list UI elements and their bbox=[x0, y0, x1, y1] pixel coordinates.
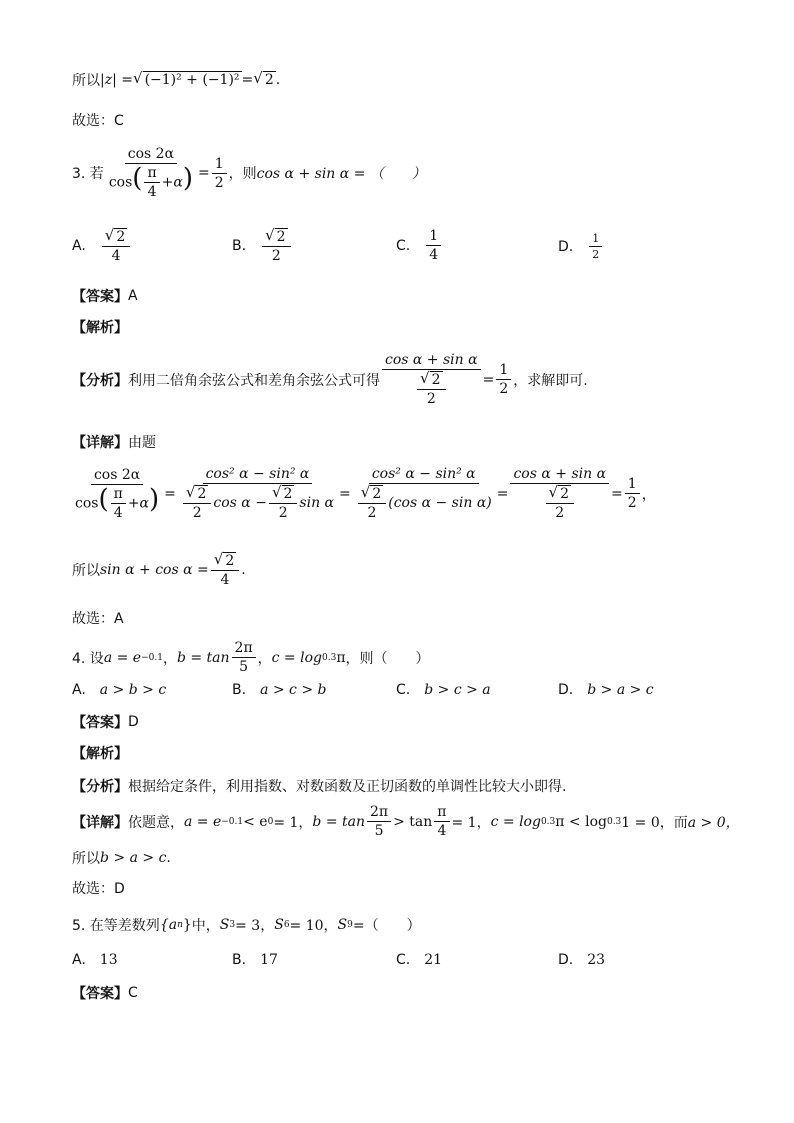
denom: 4 bbox=[220, 572, 230, 589]
detail-text: 由题 bbox=[128, 435, 156, 451]
one: 1 bbox=[212, 156, 227, 174]
question-number: 3. 若 bbox=[72, 166, 104, 182]
s9: S bbox=[337, 917, 348, 933]
detail-tag: 【详解】 bbox=[72, 435, 128, 451]
num: 1 bbox=[589, 232, 602, 247]
option-label: B. bbox=[232, 682, 247, 698]
option-label: D. bbox=[558, 682, 574, 698]
gt-tan: > tan bbox=[393, 813, 433, 830]
question-number: 4. 设 bbox=[72, 650, 104, 667]
num: cos α + sin α bbox=[510, 466, 609, 484]
pi: π bbox=[111, 486, 126, 504]
option-b bbox=[232, 682, 326, 698]
eq-one: = 1， bbox=[273, 814, 313, 831]
so-4 bbox=[72, 848, 171, 868]
seq-end: } bbox=[182, 917, 192, 933]
period: . bbox=[241, 562, 246, 579]
option-value: 21 bbox=[424, 952, 443, 968]
root: 2 bbox=[276, 229, 286, 245]
period: . bbox=[275, 72, 281, 88]
exp0: 0 bbox=[267, 816, 274, 827]
option-label: B. bbox=[232, 238, 247, 255]
math-expr: |z| = bbox=[100, 72, 133, 88]
denom: 4 bbox=[429, 247, 439, 263]
two: 2 bbox=[192, 505, 202, 522]
so-fraction: √ 2 4 bbox=[211, 552, 239, 588]
option-b bbox=[232, 952, 278, 968]
option-d bbox=[558, 682, 654, 698]
denom: 5 bbox=[374, 823, 384, 839]
root: 2 bbox=[225, 553, 235, 569]
option-label: C. bbox=[396, 952, 411, 968]
s9-val: =（ ） bbox=[352, 918, 421, 934]
detail-text: 依题意， bbox=[128, 814, 184, 831]
seq-sub: n bbox=[177, 920, 183, 930]
option-value bbox=[426, 228, 441, 263]
so-3 bbox=[72, 552, 246, 588]
sep: ， bbox=[257, 650, 272, 667]
seq: {a bbox=[159, 917, 178, 933]
option-label: C. bbox=[396, 682, 411, 698]
sep: ， bbox=[162, 650, 177, 667]
analysis-4 bbox=[72, 776, 566, 796]
answer-3 bbox=[72, 286, 138, 306]
answer-value: D bbox=[128, 714, 139, 730]
two: 2 bbox=[214, 174, 224, 191]
question-5 bbox=[72, 915, 421, 935]
choose-d: 故选：D bbox=[72, 881, 125, 897]
a-def: a = e bbox=[103, 649, 142, 666]
frac-pi4 bbox=[434, 804, 449, 839]
one: 1 bbox=[496, 362, 511, 380]
denom: 5 bbox=[239, 659, 249, 675]
eq-one-b: = 1， bbox=[451, 814, 491, 831]
frac-2pi5 bbox=[367, 804, 391, 839]
fraction-half bbox=[212, 156, 227, 191]
s6-val: = 10， bbox=[289, 918, 338, 934]
option-d bbox=[558, 232, 604, 261]
root: 2 bbox=[560, 486, 569, 502]
b-frac bbox=[232, 640, 256, 675]
half bbox=[496, 362, 511, 397]
answer-tag: 【答案】 bbox=[72, 715, 128, 731]
option-c bbox=[396, 228, 443, 263]
sub: 0.3 bbox=[540, 816, 556, 827]
option-value: a > b > c bbox=[99, 682, 167, 698]
tail-expr: cos α + sin α = （ ） bbox=[256, 166, 426, 182]
denom: 4 bbox=[437, 823, 447, 839]
option-label: A. bbox=[72, 682, 86, 698]
denom: 2 bbox=[592, 248, 600, 261]
two: 2 bbox=[555, 505, 565, 522]
root: 2 bbox=[372, 486, 382, 502]
sqrt-two: √ 2 bbox=[253, 69, 274, 89]
analysis-3: 【分析】 利用二倍角余弦公式和差角余弦公式可得 cos α + sin α √ 2 2 = $\frac{1}{2}$ ，求解即可. bbox=[72, 352, 588, 408]
option-label: C. bbox=[396, 237, 411, 254]
num: 1 bbox=[426, 228, 441, 246]
s3: S bbox=[219, 917, 230, 933]
answer-tag: 【答案】 bbox=[72, 986, 128, 1002]
answer-4 bbox=[72, 712, 139, 732]
so-prefix: 所以 bbox=[72, 851, 100, 867]
term-1: cos 2α cos( $\frac{\pi}{4}$ +α) bbox=[75, 466, 160, 521]
option-a bbox=[72, 228, 132, 264]
plus-alpha: +α bbox=[127, 495, 150, 512]
option-value: √ 2 2 bbox=[262, 228, 290, 264]
choose-a: 故选：A bbox=[72, 611, 124, 627]
root: 2 bbox=[431, 372, 441, 388]
root: 2 bbox=[116, 229, 126, 245]
two: 2 bbox=[278, 505, 288, 522]
er: 而 bbox=[673, 814, 688, 831]
option-label: D. bbox=[558, 238, 574, 255]
num: cos α + sin α bbox=[382, 352, 481, 370]
plus-alpha: +α bbox=[161, 174, 183, 191]
analysis-tail: ，求解即可. bbox=[513, 372, 588, 389]
cos: cos bbox=[75, 495, 99, 512]
analysis-tag: 【分析】 bbox=[72, 372, 128, 389]
detail-tag: 【详解】 bbox=[72, 814, 128, 831]
term-4: cos α + sin α √ 2 2 bbox=[510, 466, 609, 521]
so-expr: b > a > c bbox=[100, 850, 167, 866]
denom: 2 bbox=[271, 248, 281, 265]
sub: 3 bbox=[229, 920, 236, 930]
sqrt-expr: √ (−1)² + (−1)² bbox=[133, 69, 240, 89]
sub: 0.3 bbox=[606, 816, 622, 827]
one: 1 bbox=[625, 476, 640, 494]
b-eq: b = tan bbox=[312, 813, 366, 830]
frac-numerator: cos 2α bbox=[125, 146, 177, 164]
num: π bbox=[434, 804, 449, 822]
detail-3 bbox=[72, 432, 156, 452]
option-value bbox=[589, 232, 602, 261]
option-value: a > c > b bbox=[260, 682, 327, 698]
text-prefix: 所以 bbox=[72, 73, 100, 89]
root: 2 bbox=[283, 486, 293, 502]
pi: π bbox=[144, 165, 159, 183]
so-expr: sin α + cos α = bbox=[100, 562, 209, 579]
sin: sin α bbox=[299, 495, 335, 512]
option-a bbox=[72, 952, 118, 968]
analysis-text: 根据给定条件，利用指数、对数函数及正切函数的单调性比较大小即得. bbox=[128, 779, 567, 795]
fraction-main bbox=[106, 146, 196, 200]
two: 2 bbox=[367, 505, 377, 522]
a-pos: a > 0， bbox=[687, 814, 740, 831]
c-tail: π bbox=[336, 649, 346, 666]
eq-zero: 1 = 0， bbox=[621, 814, 674, 831]
paren: (cos α − sin α) bbox=[388, 495, 492, 512]
question-number: 5. 在等差数列 bbox=[72, 918, 160, 934]
equation-chain: cos 2α cos( $\frac{\pi}{4}$ +α) = cos² α − sin² α √ 2 2 cos α − √ 2 2 sin α = cos² α − sin² α √ 2 2 (cos α − sin α) = cos α + sin α √ 2 2 = $\frac{1}{2}$ ， bbox=[70, 466, 656, 521]
num: 2π bbox=[232, 640, 256, 658]
option-value: √ 2 4 bbox=[102, 228, 130, 264]
s6: S bbox=[274, 917, 284, 933]
equals: = bbox=[241, 72, 254, 88]
pi-over-4 bbox=[144, 165, 159, 200]
s3-val: = 3， bbox=[235, 918, 275, 934]
jiexi-4: 【解析】 bbox=[72, 746, 128, 762]
lt-e: < e bbox=[243, 813, 268, 830]
option-d bbox=[558, 952, 605, 968]
question-4 bbox=[72, 640, 430, 675]
two: 2 bbox=[627, 495, 637, 512]
option-value: 23 bbox=[587, 952, 606, 968]
analysis-tag: 【分析】 bbox=[72, 779, 128, 795]
option-label: A. bbox=[72, 238, 86, 255]
option-b bbox=[232, 228, 293, 264]
sub: 6 bbox=[283, 920, 290, 930]
detail-4 bbox=[72, 804, 740, 839]
two: 2 bbox=[499, 381, 509, 398]
num: cos² α − sin² α bbox=[369, 466, 479, 484]
root: 2 bbox=[197, 486, 207, 502]
line-modulus bbox=[72, 70, 280, 90]
question-3: 3. 若 cos 2α cos( $\frac{\pi}{4}$ +α) = $\frac{1}{2}$ ，则 cos α + sin α = （ ） bbox=[72, 146, 426, 200]
comma: ， bbox=[641, 486, 656, 503]
num: cos 2α bbox=[91, 467, 143, 485]
c-eq: c = log bbox=[490, 813, 541, 830]
num: cos² α − sin² α bbox=[203, 466, 313, 484]
b-def: b = tan bbox=[176, 649, 230, 666]
period: . bbox=[166, 850, 171, 866]
denom: 2 bbox=[426, 391, 436, 408]
tail: ，则（ ） bbox=[345, 650, 430, 667]
cos-text: cos bbox=[108, 174, 133, 191]
exp: −0.1 bbox=[221, 816, 244, 827]
tail-text: ，则 bbox=[228, 166, 257, 182]
option-value: 13 bbox=[99, 952, 118, 968]
c-def: c = log bbox=[271, 649, 322, 666]
denom: 4 bbox=[111, 248, 121, 265]
option-c bbox=[396, 682, 491, 698]
answer-tag: 【答案】 bbox=[72, 289, 128, 305]
frac-denominator: cos( $\frac{\pi}{4}$ +α) bbox=[108, 163, 193, 200]
sub: 9 bbox=[347, 920, 353, 930]
option-label: A. bbox=[72, 952, 86, 968]
option-label: B. bbox=[232, 952, 247, 968]
option-value: b > a > c bbox=[587, 682, 654, 698]
option-label: D. bbox=[558, 952, 574, 968]
c-sub: 0.3 bbox=[321, 652, 337, 663]
option-value: b > c > a bbox=[424, 682, 491, 698]
term-5 bbox=[625, 476, 640, 511]
analysis-fraction: cos α + sin α √ 2 2 bbox=[382, 352, 481, 407]
option-a bbox=[72, 682, 166, 698]
mid: 中， bbox=[191, 918, 220, 934]
so-prefix: 所以 bbox=[72, 563, 100, 580]
answer-value: A bbox=[128, 288, 138, 304]
answer-value: C bbox=[128, 985, 138, 1001]
cos-minus: cos α − bbox=[213, 495, 267, 512]
answer-5 bbox=[72, 983, 138, 1003]
a-eq: a = e bbox=[184, 813, 222, 830]
term-2: cos² α − sin² α √ 2 2 cos α − √ 2 2 sin α bbox=[178, 466, 337, 521]
four: 4 bbox=[147, 184, 157, 200]
option-c bbox=[396, 952, 442, 968]
choose-c: 故选：C bbox=[72, 113, 124, 129]
term-3: cos² α − sin² α √ 2 2 (cos α − sin α) bbox=[353, 466, 495, 521]
option-value: 17 bbox=[260, 952, 278, 968]
num: 2π bbox=[367, 804, 391, 822]
analysis-text: 利用二倍角余弦公式和差角余弦公式可得 bbox=[128, 372, 380, 389]
a-exp: −0.1 bbox=[141, 652, 163, 663]
jiexi-3: 【解析】 bbox=[72, 320, 128, 336]
four: 4 bbox=[113, 504, 123, 521]
lt-log: π < log bbox=[555, 813, 607, 830]
